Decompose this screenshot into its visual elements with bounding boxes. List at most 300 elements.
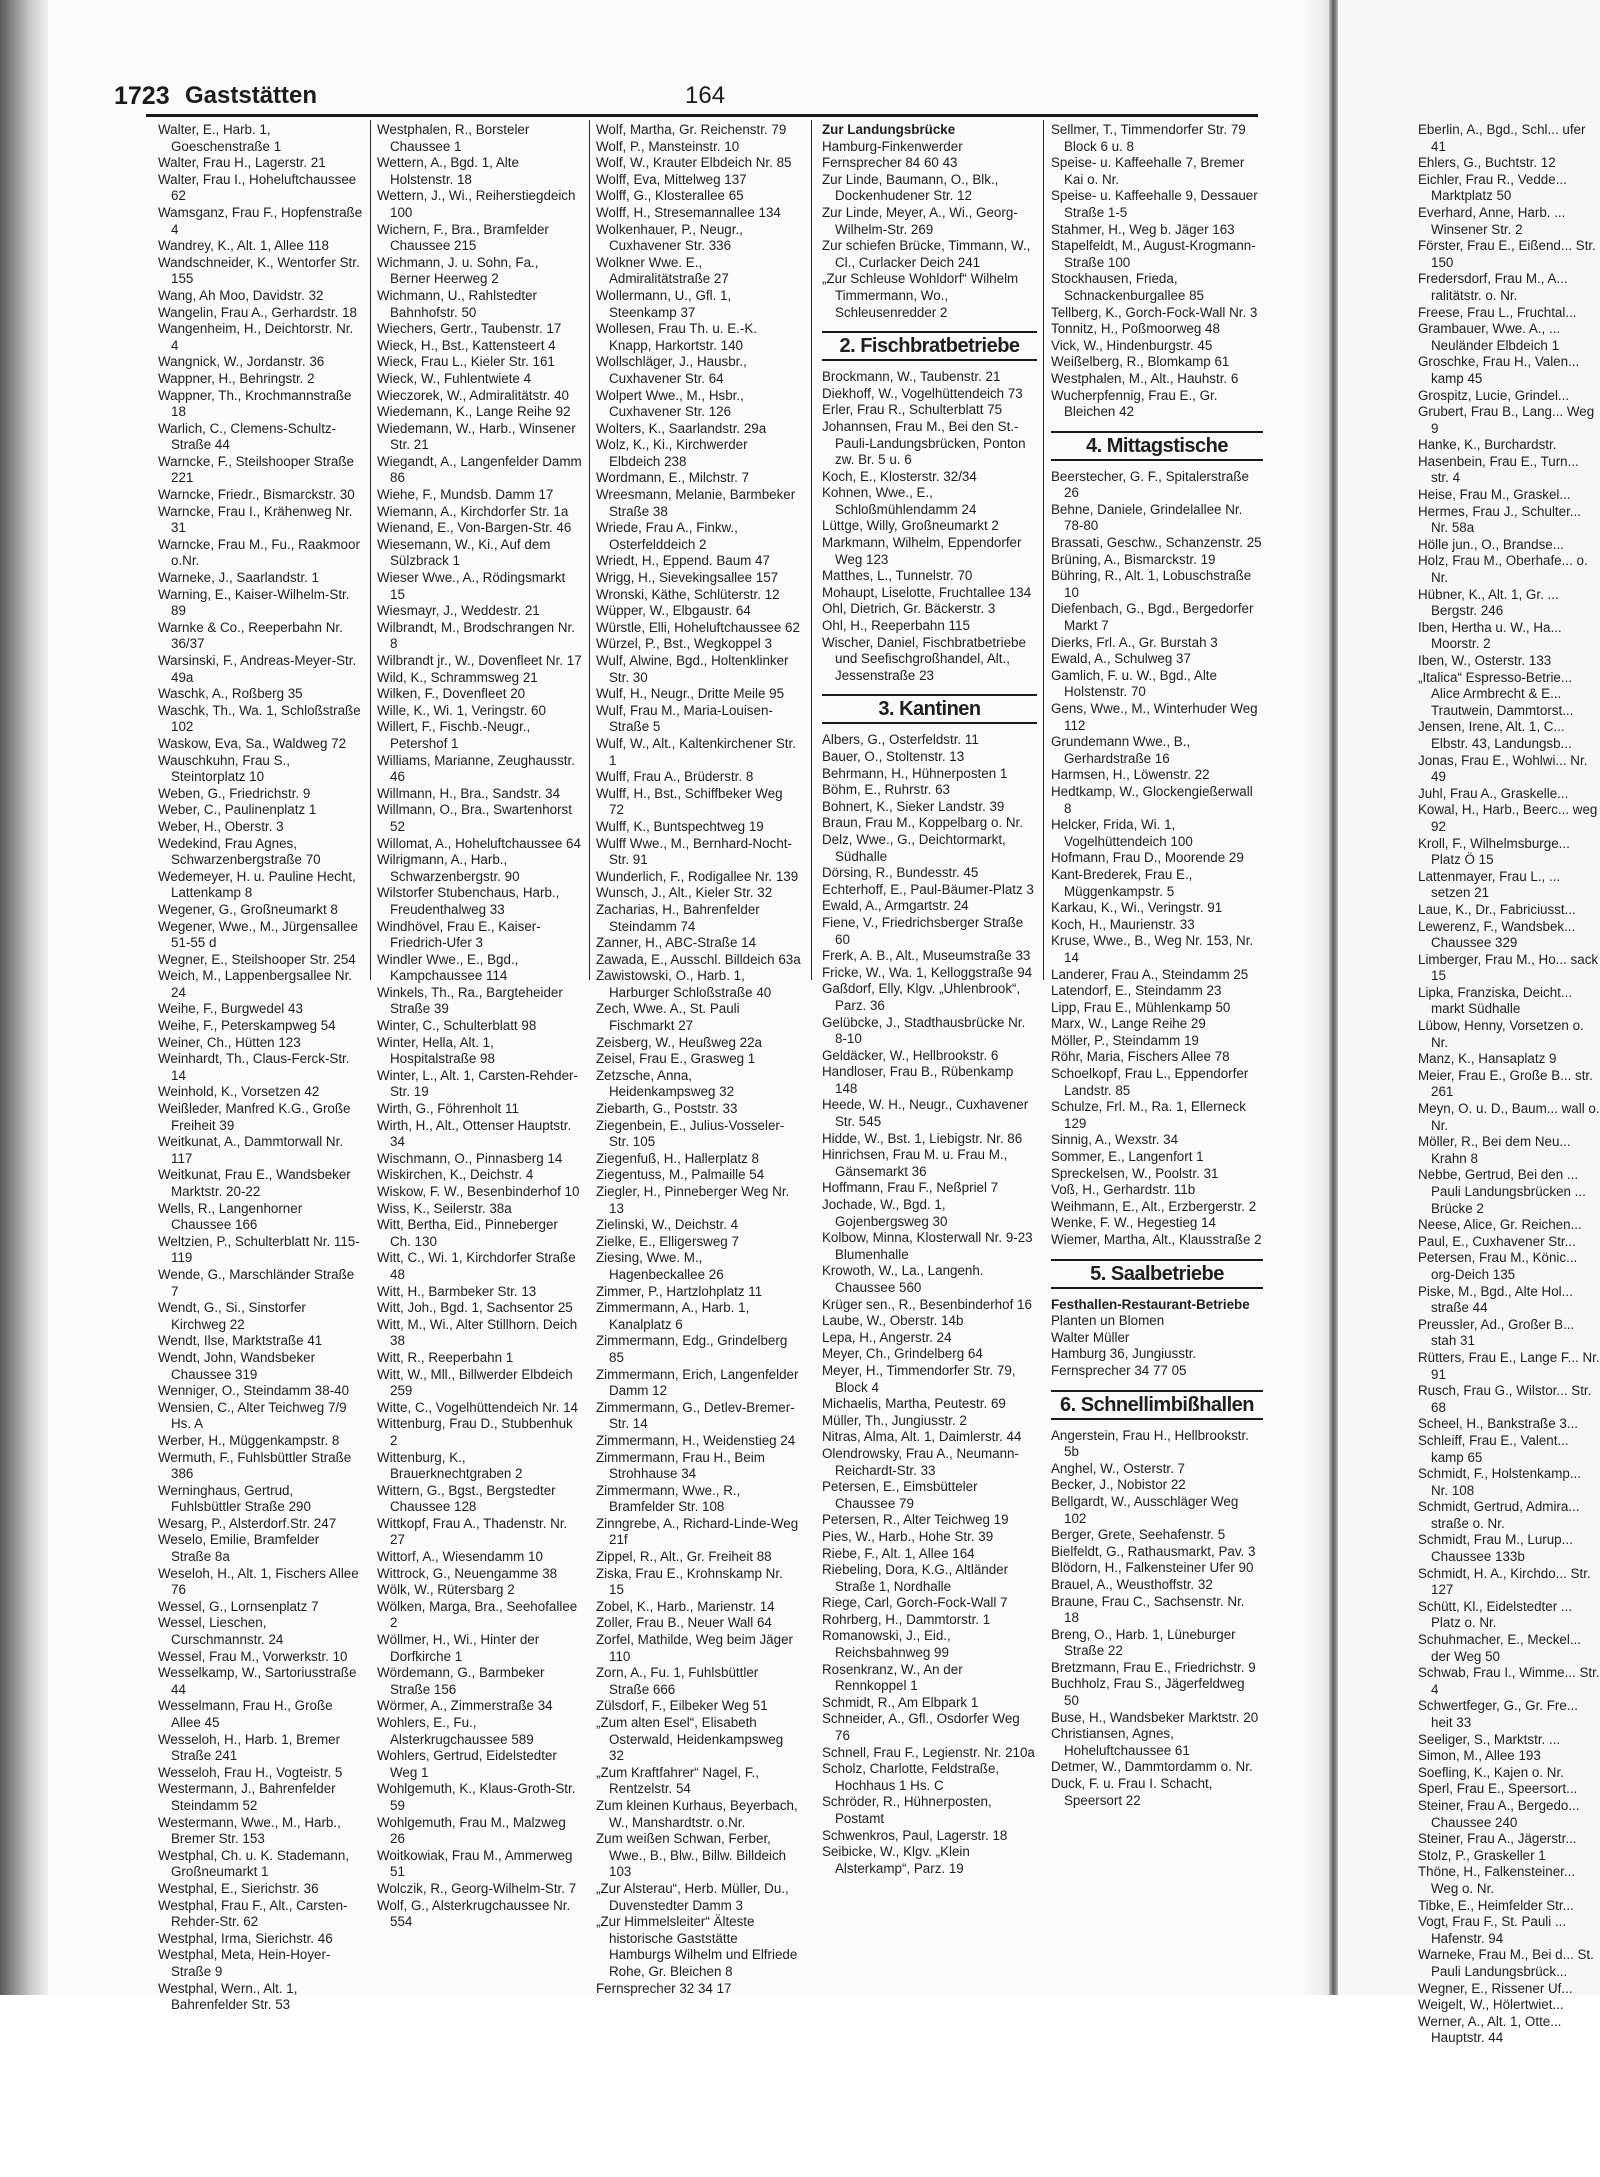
directory-entry: Wieck, H., Bst., Kattensteert 4 bbox=[377, 337, 556, 353]
directory-entry: Schmidt, R., Am Elbpark 1 bbox=[822, 1694, 979, 1710]
directory-entry: Stolz, P., Graskeller 1 bbox=[1418, 1847, 1546, 1863]
fold-shadow bbox=[1300, 0, 1325, 1995]
directory-entry: Wulff Wwe., M., Bernhard-Nocht-Str. 91 bbox=[596, 835, 792, 868]
directory-entry: Zimmermann, H., Weidenstieg 24 bbox=[596, 1432, 796, 1448]
directory-entry: Bauer, O., Stoltenstr. 13 bbox=[822, 749, 965, 764]
directory-entry: Brassati, Geschw., Schanzenstr. 25 bbox=[1051, 535, 1262, 551]
directory-entry: Zimmer, P., Hartzlohplatz 11 bbox=[596, 1283, 763, 1299]
directory-entry: Manz, K., Hansaplatz 9 bbox=[1418, 1051, 1557, 1067]
directory-entry: Eichler, Frau R., Vedde... Marktplatz 50 bbox=[1418, 171, 1567, 204]
directory-entry: Wittrock, G., Neuengamme 38 bbox=[377, 1565, 558, 1581]
header-rule bbox=[146, 114, 1258, 117]
directory-entry: Spreckelsen, W., Poolstr. 31 bbox=[1051, 1165, 1219, 1181]
directory-entry: Wohlers, E., Fu., Alsterkrugchaussee 589 bbox=[377, 1715, 534, 1747]
bottom-margin bbox=[0, 1995, 1600, 2177]
directory-entry: Schröder, R., Hühnerposten, Postamt bbox=[822, 1794, 992, 1826]
directory-entry: Wronski, Käthe, Schlüterstr. 12 bbox=[596, 586, 780, 602]
directory-entry: Weinhardt, Th., Claus-Ferck-Str. 14 bbox=[158, 1051, 350, 1083]
directory-entry: Grambauer, Wwe. A., ... Neuländer Elbdeich 1 bbox=[1418, 321, 1561, 353]
directory-column-right-page bbox=[1418, 122, 1600, 2046]
directory-entry: Schmidt, Frau M., Lurup... Chaussee 133b bbox=[1418, 1532, 1573, 1565]
directory-entry: Walter, Frau H., Lagerstr. 21 bbox=[158, 155, 326, 171]
directory-entry: Zimmermann, Erich, Langenfelder Damm 12 bbox=[596, 1366, 799, 1399]
directory-entry: Weißleder, Manfred K.G., Große Freiheit 39 bbox=[158, 1101, 351, 1133]
directory-entry: Weihe, F., Burgwedel 43 bbox=[158, 1001, 303, 1017]
directory-entry: Waschk, Th., Wa. 1, Schloßstraße 102 bbox=[158, 702, 361, 735]
directory-entry: Olendrowsky, Frau A., Neumann-Reichardt-Str. 33 bbox=[822, 1445, 1019, 1478]
directory-entry: Kruse, Wwe., B., Weg Nr. 153, Nr. 14 bbox=[1051, 933, 1254, 965]
directory-entry: Hedtkamp, W., Glockengießerwall 8 bbox=[1051, 783, 1253, 816]
directory-entry: Zacharias, H., Bahrenfelder Steindamm 74 bbox=[596, 901, 760, 934]
directory-entry: Marx, W., Lange Reihe 29 bbox=[1051, 1016, 1206, 1032]
directory-entry: Diefenbach, G., Bgd., Bergedorfer Markt 7 bbox=[1051, 601, 1254, 634]
directory-entry: Buchholz, Frau S., Jägerfeldweg 50 bbox=[1051, 1676, 1245, 1709]
directory-entry: Berger, Grete, Seehafenstr. 5 bbox=[1051, 1527, 1226, 1543]
directory-entry: Westphal, Meta, Hein-Hoyer-Straße 9 bbox=[158, 1947, 331, 1979]
directory-entry: Zimmermann, Edg., Grindelberg 85 bbox=[596, 1333, 788, 1365]
directory-entry: Wieser Wwe., A., Rödingsmarkt 15 bbox=[377, 570, 566, 602]
directory-entry: Vogt, Frau F., St. Pauli ... Hafenstr. 94 bbox=[1418, 1914, 1567, 1946]
directory-entry: Mohaupt, Liselotte, Fruchtallee 134 bbox=[822, 584, 1032, 600]
directory-entry: Zimmermann, A., Harb. 1, Kanalplatz 6 bbox=[596, 1300, 750, 1332]
directory-entry: Thöne, H., Falkensteiner... Weg o. Nr. bbox=[1418, 1864, 1576, 1896]
directory-entry: Woitkowiak, Frau M., Ammerweg 51 bbox=[377, 1847, 573, 1880]
directory-entry: Bretzmann, Frau E., Friedrichstr. 9 bbox=[1051, 1659, 1256, 1675]
directory-entry: Wienand, E., Von-Bargen-Str. 46 bbox=[377, 520, 572, 536]
directory-entry: Wittenburg, Frau D., Stubbenhuk 2 bbox=[377, 1416, 573, 1448]
directory-entry: Kowal, H., Harb., Beerc... weg 92 bbox=[1418, 802, 1598, 834]
directory-entry: Zum kleinen Kurhaus, Beyerbach, W., Manshardtstr. o.Nr. bbox=[596, 1797, 798, 1830]
directory-entry: Wessel, G., Lornsenplatz 7 bbox=[158, 1598, 319, 1614]
directory-entry: Wiesemann, W., Ki., Auf dem Sülzbrack 1 bbox=[377, 536, 551, 569]
directory-entry: Wessel, Frau M., Vorwerkstr. 10 bbox=[158, 1648, 348, 1664]
directory-entry: Fredersdorf, Frau M., A... ralitätstr. o. Nr. bbox=[1418, 271, 1568, 303]
directory-column-5 bbox=[1051, 122, 1263, 1809]
directory-entry: Grundemann Wwe., B., Gerhardstraße 16 bbox=[1051, 734, 1191, 766]
category-heading: 3. Kantinen bbox=[822, 694, 1037, 724]
directory-entry: Schütt, Kl., Eidelstedter ... Platz o. Nr. bbox=[1418, 1598, 1573, 1631]
directory-entry: Duck, F. u. Frau I. Schacht, Speersort 22 bbox=[1051, 1776, 1213, 1808]
directory-entry: Zorfel, Mathilde, Weg beim Jäger 110 bbox=[596, 1632, 793, 1664]
directory-entry: Fernsprecher 84 60 43 bbox=[822, 155, 958, 171]
directory-entry: Windhövel, Frau E., Kaiser-Friedrich-Ufer 3 bbox=[377, 918, 541, 951]
page-header bbox=[114, 82, 1256, 112]
directory-entry: Wedemeyer, H. u. Pauline Hecht, Lattenkamp 8 bbox=[158, 868, 356, 901]
directory-entry: Ohl, Dietrich, Gr. Bäckerstr. 3 bbox=[822, 601, 996, 617]
directory-entry: Paul, E., Cuxhavener Str... bbox=[1418, 1233, 1576, 1249]
directory-entry: Wettern, J., Wi., Reiherstiegdeich 100 bbox=[377, 188, 576, 220]
directory-entry: Schnell, Frau F., Legienstr. Nr. 210a bbox=[822, 1744, 1035, 1760]
directory-entry: Wendt, Ilse, Marktstraße 41 bbox=[158, 1333, 323, 1349]
column-divider bbox=[370, 120, 371, 980]
directory-entry: Zetzsche, Anna, Heidenkampsweg 32 bbox=[596, 1067, 735, 1100]
directory-entry: Dörsing, R., Bundesstr. 45 bbox=[822, 865, 979, 881]
directory-entry: Lipp, Frau E., Mühlenkamp 50 bbox=[1051, 999, 1231, 1015]
directory-entry: Wulff, Frau A., Brüderstr. 8 bbox=[596, 769, 754, 785]
directory-entry: Zoller, Frau B., Neuer Wall 64 bbox=[596, 1615, 772, 1631]
directory-entry: Ziesing, Wwe. M., Hagenbeckallee 26 bbox=[596, 1250, 724, 1282]
column-divider bbox=[811, 120, 812, 980]
category-heading: 6. Schnellimbißhallen bbox=[1051, 1390, 1263, 1420]
directory-entry: Wirth, H., Alt., Ottenser Hauptstr. 34 bbox=[377, 1117, 572, 1150]
directory-entry: Albers, G., Osterfeldstr. 11 bbox=[822, 732, 979, 748]
directory-entry: Wegener, G., Großneumarkt 8 bbox=[158, 901, 338, 917]
directory-entry: Tonnitz, H., Poßmoorweg 48 bbox=[1051, 321, 1220, 337]
directory-entry: Weinhold, K., Vorsetzen 42 bbox=[158, 1084, 320, 1100]
directory-entry: Lüttge, Willy, Großneumarkt 2 bbox=[822, 518, 999, 534]
directory-entry: Everhard, Anne, Harb. ... Winsener Str. 2 bbox=[1418, 204, 1566, 237]
directory-entry: Fernsprecher 34 77 05 bbox=[1051, 1362, 1187, 1378]
directory-entry: Weselo, Emilie, Bramfelder Straße 8a bbox=[158, 1532, 320, 1565]
directory-entry: Ziegentuss, M., Palmaille 54 bbox=[596, 1167, 765, 1183]
directory-entry: Wensien, C., Alter Teichweg 7/9 Hs. A bbox=[158, 1399, 347, 1432]
directory-entry: Westphal, Frau F., Alt., Carsten-Rehder-Str. 62 bbox=[158, 1897, 348, 1930]
directory-entry: Breng, O., Harb. 1, Lüneburger Straße 22 bbox=[1051, 1626, 1236, 1659]
directory-entry: Sperl, Frau E., Speersort... bbox=[1418, 1781, 1578, 1797]
directory-entry: Wangelin, Frau A., Gerhardstr. 18 bbox=[158, 304, 357, 320]
directory-entry: Wendt, G., Si., Sinstorfer Kirchweg 22 bbox=[158, 1300, 306, 1332]
directory-entry: Wille, K., Wi. 1, Veringstr. 60 bbox=[377, 702, 546, 718]
directory-entry: Gens, Wwe., M., Winterhuder Weg 112 bbox=[1051, 701, 1258, 733]
directory-entry: „Zum alten Esel“, Elisabeth Osterwald, Heidenkampsweg 32 bbox=[596, 1715, 784, 1764]
directory-entry: Steiner, Frau A., Bergedo... Chaussee 240 bbox=[1418, 1797, 1580, 1830]
directory-entry: Westphal, Irma, Sierichstr. 46 bbox=[158, 1930, 333, 1946]
directory-entry: Wieczorek, W., Admiralitätstr. 40 bbox=[377, 387, 569, 403]
directory-entry: Werber, H., Müggenkampstr. 8 bbox=[158, 1432, 340, 1448]
directory-entry: Nebbe, Gertrud, Bei den ... Pauli Landungsbrücken ... Brücke 2 bbox=[1418, 1167, 1586, 1216]
directory-entry: Fernsprecher 32 34 17 bbox=[596, 1980, 732, 1996]
directory-entry: Wells, R., Langenhorner Chaussee 166 bbox=[158, 1200, 303, 1233]
directory-entry: Zippel, R., Alt., Gr. Freiheit 88 bbox=[596, 1549, 772, 1565]
directory-entry: „Zur Alsterau“, Herb. Müller, Du., Duvenstedter Damm 3 bbox=[596, 1880, 789, 1913]
directory-entry: Bühring, R., Alt. 1, Lobuschstraße 10 bbox=[1051, 568, 1252, 600]
directory-entry: „Zur Schleuse Wohldorf“ Wilhelm Timmermann, Wo., Schleusenredder 2 bbox=[822, 271, 1019, 320]
directory-entry: Weigelt, W., Hölertwiet... bbox=[1418, 1997, 1564, 2013]
directory-entry: Wegener, Wwe., M., Jürgensallee 51-55 d bbox=[158, 918, 358, 951]
directory-entry: Krüger sen., R., Besenbinderhof 16 bbox=[822, 1296, 1032, 1312]
directory-entry: Weiner, Ch., Hütten 123 bbox=[158, 1034, 301, 1050]
directory-entry: Wunderlich, F., Rodigallee Nr. 139 bbox=[596, 868, 799, 884]
directory-entry: Wichmann, J. u. Sohn, Fa., Berner Heerweg 2 bbox=[377, 254, 539, 287]
directory-entry: Jonas, Frau E., Wohlwi... Nr. 49 bbox=[1418, 752, 1588, 785]
directory-entry: Geldäcker, W., Hellbrookstr. 6 bbox=[822, 1047, 999, 1063]
directory-entry: Sommer, E., Langenfort 1 bbox=[1051, 1149, 1204, 1165]
directory-entry: „Zum Kraftfahrer“ Nagel, F., Rentzelstr. 54 bbox=[596, 1764, 759, 1797]
directory-entry: Markmann, Wilhelm, Eppendorfer Weg 123 bbox=[822, 535, 1022, 567]
directory-entry: Wiemann, A., Kirchdorfer Str. 1a bbox=[377, 503, 569, 519]
directory-entry: Weber, H., Oberstr. 3 bbox=[158, 818, 284, 834]
directory-entry: Hölle jun., O., Brandse... bbox=[1418, 536, 1564, 552]
directory-entry: Vick, W., Hindenburgstr. 45 bbox=[1051, 337, 1213, 353]
directory-entry: Iben, Hertha u. W., Ha... Moorstr. 2 bbox=[1418, 619, 1562, 652]
directory-entry: Wettern, A., Bgd. 1, Alte Holstenstr. 18 bbox=[377, 155, 519, 187]
directory-entry: Hanke, K., Burchardstr. bbox=[1418, 437, 1557, 453]
directory-entry: Wrigg, H., Sievekingsallee 157 bbox=[596, 570, 779, 586]
directory-entry: Riege, Carl, Gorch-Fock-Wall 7 bbox=[822, 1595, 1008, 1611]
directory-entry: Zur Landungsbrücke bbox=[822, 122, 956, 137]
directory-entry: Schwab, Frau I., Wimme... Str. 4 bbox=[1418, 1665, 1600, 1697]
directory-entry: Zielke, E., Elligersweg 7 bbox=[596, 1233, 739, 1249]
directory-entry: Wulff, H., Bst., Schiffbeker Weg 72 bbox=[596, 785, 783, 818]
directory-entry: Ehlers, G., Buchtstr. 12 bbox=[1418, 155, 1556, 171]
directory-entry: Meyer, Ch., Grindelberg 64 bbox=[822, 1346, 983, 1362]
directory-entry: Zeisel, Frau E., Grasweg 1 bbox=[596, 1051, 756, 1067]
directory-entry: Wolff, G., Klosterallee 65 bbox=[596, 188, 744, 204]
directory-entry: Frerk, A. B., Alt., Museumstraße 33 bbox=[822, 948, 1031, 964]
directory-entry: Wohlgemuth, K., Klaus-Groth-Str. 59 bbox=[377, 1781, 576, 1813]
directory-entry: Wilken, F., Dovenfleet 20 bbox=[377, 686, 526, 702]
directory-entry: Detmer, W., Dammtordamm o. Nr. bbox=[1051, 1759, 1253, 1775]
directory-entry: Schmidt, Gertrud, Admira... straße o. Nr. bbox=[1418, 1499, 1580, 1531]
directory-entry: Wamsganz, Frau F., Hopfenstraße 4 bbox=[158, 204, 363, 237]
directory-entry: Wolters, K., Saarlandstr. 29a bbox=[596, 420, 767, 436]
directory-entry: Zielinski, W., Deichstr. 4 bbox=[596, 1217, 739, 1233]
directory-entry: Sellmer, T., Timmendorfer Str. 79 Block 6 u. 8 bbox=[1051, 122, 1246, 154]
directory-column-1 bbox=[158, 122, 363, 2014]
directory-entry: Rusch, Frau G., Wilstor... Str. 68 bbox=[1418, 1383, 1592, 1415]
directory-entry: Wegner, E., Steilshooper Str. 254 bbox=[158, 951, 356, 967]
directory-entry: Wriede, Frau A., Finkw., Osterfelddeich 2 bbox=[596, 520, 738, 552]
directory-entry: Limberger, Frau M., Ho... sack 15 bbox=[1418, 951, 1599, 984]
directory-entry: Laue, K., Dr., Fabriciusst... bbox=[1418, 901, 1576, 917]
directory-entry: Rohrberg, H., Dammtorstr. 1 bbox=[822, 1611, 991, 1627]
directory-entry: Wesseloh, H., Harb. 1, Bremer Straße 241 bbox=[158, 1731, 341, 1764]
directory-entry: Soefling, K., Kajen o. Nr. bbox=[1418, 1764, 1564, 1780]
directory-entry: Wiemer, Martha, Alt., Klausstraße 2 bbox=[1051, 1232, 1262, 1247]
directory-entry: Kohnen, Wwe., E., Schloßmühlendamm 24 bbox=[822, 485, 977, 517]
directory-entry: Wulf, W., Alt., Kaltenkirchener Str. 1 bbox=[596, 735, 796, 768]
directory-entry: Wittkopf, Frau A., Thadenstr. Nr. 27 bbox=[377, 1515, 568, 1548]
directory-entry: Wilstorfer Stubenchaus, Harb., Freudenthalweg 33 bbox=[377, 885, 560, 917]
directory-entry: Brockmann, W., Taubenstr. 21 bbox=[822, 369, 1001, 385]
directory-entry: Harmsen, H., Löwenstr. 22 bbox=[1051, 767, 1210, 783]
directory-entry: Williams, Marianne, Zeughausstr. 46 bbox=[377, 752, 575, 785]
directory-entry: Petersen, Frau M., Könic... org-Deich 135 bbox=[1418, 1250, 1578, 1282]
directory-entry: Neese, Alice, Gr. Reichen... bbox=[1418, 1217, 1582, 1233]
directory-entry: Wendt, John, Wandsbeker Chaussee 319 bbox=[158, 1349, 316, 1382]
directory-entry: Kroll, F., Wilhelmsburge... Platz Ö 15 bbox=[1418, 835, 1570, 868]
directory-entry: Hidde, W., Bst. 1, Liebigstr. Nr. 86 bbox=[822, 1130, 1023, 1146]
directory-entry: Beerstecher, G. F., Spitalerstraße 26 bbox=[1051, 468, 1249, 501]
directory-entry: Warning, E., Kaiser-Wilhelm-Str. 89 bbox=[158, 586, 350, 619]
directory-entry: Zimmermann, Frau H., Beim Strohhause 34 bbox=[596, 1449, 765, 1482]
directory-entry: Jensen, Irene, Alt. 1, C... Elbstr. 43, Landungsb... bbox=[1418, 719, 1572, 751]
directory-entry: Heise, Frau M., Graskel... bbox=[1418, 487, 1571, 503]
directory-entry: Ziska, Frau E., Krohnskamp Nr. 15 bbox=[596, 1565, 783, 1598]
directory-entry: Lipka, Franziska, Deicht... markt Südhalle bbox=[1418, 984, 1573, 1017]
directory-entry: Wiehe, F., Mundsb. Damm 17 bbox=[377, 487, 554, 503]
directory-entry: Pies, W., Harb., Hohe Str. 39 bbox=[822, 1528, 994, 1544]
directory-entry: Wiechers, Gertr., Taubenstr. 17 bbox=[377, 321, 562, 337]
directory-entry: „Zur Himmelsleiter“ Älteste historische Gaststätte Hamburgs Wilhelm und Elfriede Rohe, Gr. Bleichen 8 bbox=[596, 1914, 798, 1979]
directory-entry: Wangenheim, H., Deichtorstr. Nr. 4 bbox=[158, 321, 354, 353]
directory-entry: Wappner, H., Behringstr. 2 bbox=[158, 370, 315, 386]
directory-entry: Hasenbein, Frau E., Turn... str. 4 bbox=[1418, 453, 1579, 486]
directory-entry: Meier, Frau E., Große B... str. 261 bbox=[1418, 1067, 1593, 1100]
directory-entry: Wittern, G., Bgst., Bergstedter Chaussee 128 bbox=[377, 1482, 556, 1515]
directory-entry: Schwertfeger, G., Gr. Fre... heit 33 bbox=[1418, 1698, 1578, 1730]
directory-entry: Zur Linde, Baumann, O., Blk., Dockenhudener Str. 12 bbox=[822, 171, 999, 204]
directory-entry: Westphal, Ch. u. K. Stademann, Großneumarkt 1 bbox=[158, 1847, 350, 1880]
directory-entry: Zech, Wwe. A., St. Pauli Fischmarkt 27 bbox=[596, 1001, 740, 1034]
directory-entry: Michaelis, Martha, Peutestr. 69 bbox=[822, 1396, 1006, 1412]
directory-entry: Zur schiefen Brücke, Timmann, W., Cl., Curlacker Deich 241 bbox=[822, 238, 1031, 270]
directory-entry: Speise- u. Kaffeehalle 9, Dessauer Straße 1-5 bbox=[1051, 188, 1258, 220]
directory-entry: Schwenkros, Paul, Lagerstr. 18 bbox=[822, 1827, 1008, 1843]
directory-entry: Zinngrebe, A., Richard-Linde-Weg 21f bbox=[596, 1515, 799, 1548]
directory-entry: Wesseloh, Frau H., Vogteistr. 5 bbox=[158, 1764, 343, 1780]
directory-entry: Scholz, Charlotte, Feldstraße, Hochhaus 1 Hs. C bbox=[822, 1761, 1000, 1793]
directory-entry: Stahmer, H., Weg b. Jäger 163 bbox=[1051, 221, 1235, 237]
directory-entry: Hoffmann, Frau F., Neßpriel 7 bbox=[822, 1180, 999, 1196]
directory-entry: Weich, M., Lappenbergsallee Nr. 24 bbox=[158, 968, 353, 1000]
directory-entry: Iben, W., Osterstr. 133 bbox=[1418, 653, 1552, 668]
directory-entry: Weseloh, H., Alt. 1, Fischers Allee 76 bbox=[158, 1565, 359, 1598]
directory-entry: Zur Linde, Meyer, A., Wi., Georg-Wilhelm-Str. 269 bbox=[822, 204, 1018, 237]
directory-entry: Zeisberg, W., Heußweg 22a bbox=[596, 1034, 762, 1050]
directory-entry: Hermes, Frau J., Schulter... Nr. 58a bbox=[1418, 503, 1581, 536]
directory-entry: Wiegandt, A., Langenfelder Damm 86 bbox=[377, 453, 582, 486]
directory-entry: Wesarg, P., Alsterdorf.Str. 247 bbox=[158, 1515, 337, 1531]
directory-entry: Anghel, W., Osterstr. 7 bbox=[1051, 1460, 1185, 1476]
directory-entry: Piske, M., Bgd., Alte Hol... straße 44 bbox=[1418, 1283, 1573, 1316]
directory-entry: Helcker, Frida, Wi. 1, Vogelhüttendeich 100 bbox=[1051, 817, 1193, 849]
directory-entry: Wieck, Frau L., Kieler Str. 161 bbox=[377, 354, 555, 370]
directory-entry: Waskow, Eva, Sa., Waldweg 72 bbox=[158, 735, 347, 751]
directory-entry: Zobel, K., Harb., Marienstr. 14 bbox=[596, 1598, 775, 1614]
directory-entry: Wiedemann, K., Lange Reihe 92 bbox=[377, 404, 571, 420]
directory-entry: Röhr, Maria, Fischers Allee 78 bbox=[1051, 1049, 1230, 1065]
directory-entry: Werner, A., Alt. 1, Otte... Hauptstr. 44 bbox=[1418, 2013, 1562, 2046]
directory-entry: Christiansen, Agnes, Hoheluftchaussee 61 bbox=[1051, 1726, 1190, 1758]
directory-entry: Angerstein, Frau H., Hellbrookstr. 5b bbox=[1051, 1427, 1249, 1460]
directory-entry: Witte, C., Vogelhüttendeich Nr. 14 bbox=[377, 1399, 578, 1415]
directory-entry: Ziegenbein, E., Julius-Vosseler-Str. 105 bbox=[596, 1117, 785, 1150]
directory-entry: Wollschläger, J., Hausbr., Cuxhavener Str. 64 bbox=[596, 354, 747, 386]
section-title: Gaststätten bbox=[185, 82, 318, 109]
directory-entry: Dierks, Frl. A., Gr. Burstah 3 bbox=[1051, 634, 1218, 650]
directory-entry: Hübner, K., Alt. 1, Gr. ... Bergstr. 246 bbox=[1418, 586, 1559, 619]
directory-entry: Gaßdorf, Elly, Klgv. „Uhlenbrook“, Parz. 36 bbox=[822, 981, 1021, 1013]
directory-entry: Zimmermann, G., Detlev-Bremer-Str. 14 bbox=[596, 1399, 795, 1432]
directory-entry: Westphalen, M., Alt., Hauhstr. 6 bbox=[1051, 370, 1239, 386]
directory-entry: Wolff, Eva, Mittelweg 137 bbox=[596, 171, 747, 187]
directory-entry: Weitkunat, A., Dammtorwall Nr. 117 bbox=[158, 1134, 344, 1166]
directory-entry: Windler Wwe., E., Bgd., Kampchaussee 114 bbox=[377, 951, 519, 984]
directory-entry: Wieck, W., Fuhlentwiete 4 bbox=[377, 370, 532, 386]
directory-entry: Walter Müller bbox=[1051, 1329, 1130, 1345]
directory-entry: Wilrigmann, A., Harb., Schwarzenbergstr. 90 bbox=[377, 852, 520, 884]
directory-column-4 bbox=[822, 122, 1037, 1877]
directory-entry: Werninghaus, Gertrud, Fuhlsbüttler Straße 290 bbox=[158, 1482, 311, 1515]
directory-entry: Warncke, F., Steilshooper Straße 221 bbox=[158, 453, 354, 486]
directory-entry: Warlich, C., Clemens-Schultz-Straße 44 bbox=[158, 420, 337, 453]
directory-entry: Förster, Frau E., Eißend... Str. 150 bbox=[1418, 238, 1596, 270]
directory-entry: Weißelberg, R., Blomkamp 61 bbox=[1051, 354, 1230, 370]
directory-entry: Wild, K., Schrammsweg 21 bbox=[377, 669, 538, 685]
directory-entry: Würstle, Elli, Hoheluftchaussee 62 bbox=[596, 619, 800, 635]
column-divider bbox=[1043, 120, 1044, 980]
directory-entry: Willmann, O., Bra., Swartenhorst 52 bbox=[377, 802, 572, 834]
directory-entry: Wilbrandt jr., W., Dovenfleet Nr. 17 bbox=[377, 653, 582, 668]
directory-entry: Wang, Ah Moo, Davidstr. 32 bbox=[158, 287, 324, 303]
directory-entry: Wauschkuhn, Frau S., Steintorplatz 10 bbox=[158, 752, 290, 785]
directory-entry: Bohnert, K., Sieker Landstr. 39 bbox=[822, 798, 1005, 814]
directory-entry: Winter, C., Schulterblatt 98 bbox=[377, 1018, 537, 1034]
directory-entry: Wreesmann, Melanie, Barmbeker Straße 38 bbox=[596, 487, 796, 519]
directory-entry: Wolkner Wwe. E., Admiralitätstraße 27 bbox=[596, 254, 729, 287]
directory-entry: Speise- u. Kaffeehalle 7, Bremer Kai o. Nr. bbox=[1051, 155, 1245, 187]
directory-entry: Rosenkranz, W., An der Rennkoppel 1 bbox=[822, 1661, 963, 1694]
directory-entry: Weitkunat, Frau E., Wandsbeker Marktstr. 20-22 bbox=[158, 1167, 351, 1199]
directory-entry: Witt, Bertha, Eid., Pinneberger Ch. 130 bbox=[377, 1217, 558, 1249]
directory-entry: Warncke, Frau M., Fu., Raakmoor o.Nr. bbox=[158, 536, 360, 569]
directory-entry: Wischmann, O., Pinnasberg 14 bbox=[377, 1150, 563, 1166]
directory-entry: Voß, H., Gerhardstr. 11b bbox=[1051, 1182, 1196, 1198]
directory-entry: Brüning, A., Bismarckstr. 19 bbox=[1051, 551, 1216, 567]
directory-entry: Kant-Brederek, Frau E., Müggenkampstr. 5 bbox=[1051, 866, 1193, 899]
directory-entry: Wulf, H., Neugr., Dritte Meile 95 bbox=[596, 686, 785, 702]
directory-entry: Wiskow, F. W., Besenbinderhof 10 bbox=[377, 1184, 580, 1199]
directory-entry: Fiene, V., Friedrichsberger Straße 60 bbox=[822, 914, 1024, 947]
directory-entry: Echterhoff, E., Paul-Bäumer-Platz 3 bbox=[822, 881, 1034, 897]
directory-entry: Braun, Frau M., Koppelbarg o. Nr. bbox=[822, 815, 1023, 831]
directory-entry: Wegner, E., Rissener Uf... bbox=[1418, 1980, 1573, 1996]
directory-entry: Walter, E., Harb. 1, Goeschenstraße 1 bbox=[158, 122, 282, 154]
directory-entry: Petersen, R., Alter Teichweg 19 bbox=[822, 1512, 1009, 1528]
directory-entry: Schmidt, F., Holstenkamp... Nr. 108 bbox=[1418, 1466, 1581, 1498]
directory-entry: Warneke, Frau M., Bei d... St. Pauli Landungsbrück... bbox=[1418, 1947, 1594, 1979]
directory-entry: Zanner, H., ABC-Straße 14 bbox=[596, 935, 757, 951]
directory-entry: Wilbrandt, M., Brodschrangen Nr. 8 bbox=[377, 619, 575, 652]
directory-entry: Ewald, A., Schulweg 37 bbox=[1051, 651, 1191, 667]
directory-entry: Simon, M., Allee 193 bbox=[1418, 1748, 1541, 1764]
directory-entry: Wiedemann, W., Harb., Winsener Str. 21 bbox=[377, 420, 576, 453]
directory-entry: Wolf, G., Alsterkrugchaussee Nr. 554 bbox=[377, 1897, 571, 1930]
directory-entry: Weihe, F., Peterskampweg 54 bbox=[158, 1018, 336, 1034]
directory-entry: Petersen, E., Eimsbütteler Chaussee 79 bbox=[822, 1479, 978, 1511]
directory-entry: Wessel, Lieschen, Curschmannstr. 24 bbox=[158, 1615, 284, 1648]
directory-entry: Landerer, Frau A., Steindamm 25 bbox=[1051, 966, 1249, 982]
directory-entry: Erler, Frau R., Schulterblatt 75 bbox=[822, 402, 1003, 418]
directory-entry: Walter, Frau I., Hoheluftchaussee 62 bbox=[158, 171, 357, 204]
directory-entry: Wirth, G., Föhrenholt 11 bbox=[377, 1101, 519, 1117]
directory-entry: Planten un Blomen bbox=[1051, 1313, 1165, 1329]
directory-column-3 bbox=[596, 122, 801, 1997]
directory-entry: Wedekind, Frau Agnes, Schwarzenbergstraße 70 bbox=[158, 835, 321, 868]
page-number-left: 1723 bbox=[114, 82, 170, 110]
directory-entry: Koch, H., Maurienstr. 33 bbox=[1051, 916, 1195, 932]
directory-entry: Willomat, A., Hoheluftchaussee 64 bbox=[377, 835, 581, 851]
directory-entry: Gelübcke, J., Stadthausbrücke Nr. 8-10 bbox=[822, 1014, 1026, 1047]
directory-entry: Wiesmayr, J., Weddestr. 21 bbox=[377, 603, 540, 619]
directory-entry: Wesselkamp, W., Sartoriusstraße 44 bbox=[158, 1665, 357, 1697]
category-heading: 5. Saalbetriebe bbox=[1051, 1259, 1263, 1289]
directory-entry: Wohlgemuth, Frau M., Malzweg 26 bbox=[377, 1814, 566, 1847]
directory-entry: Groschke, Frau H., Valen... kamp 45 bbox=[1418, 354, 1580, 386]
directory-entry: Becker, J., Nobistor 22 bbox=[1051, 1477, 1186, 1493]
directory-entry: Ohl, H., Reeperbahn 115 bbox=[822, 618, 970, 634]
directory-entry: Delz, Wwe., G., Deichtormarkt, Südhalle bbox=[822, 831, 1006, 864]
directory-entry: Schuhmacher, E., Meckel... der Weg 50 bbox=[1418, 1632, 1581, 1664]
directory-entry: Zimmermann, Wwe., R., Bramfelder Str. 108 bbox=[596, 1482, 741, 1515]
directory-entry: Laube, W., Oberstr. 14b bbox=[822, 1313, 964, 1329]
directory-entry: Wohlers, Gertrud, Eidelstedter Weg 1 bbox=[377, 1748, 557, 1780]
directory-entry: Riebeling, Dora, K.G., Altländer Straße 1, Nordhalle bbox=[822, 1562, 1009, 1594]
directory-entry: Lewerenz, F., Wandsbek... Chaussee 329 bbox=[1418, 918, 1576, 951]
directory-entry: Meyer, H., Timmendorfer Str. 79, Block 4 bbox=[822, 1362, 1016, 1395]
directory-entry: Lattenmayer, Frau L., ... setzen 21 bbox=[1418, 868, 1561, 901]
